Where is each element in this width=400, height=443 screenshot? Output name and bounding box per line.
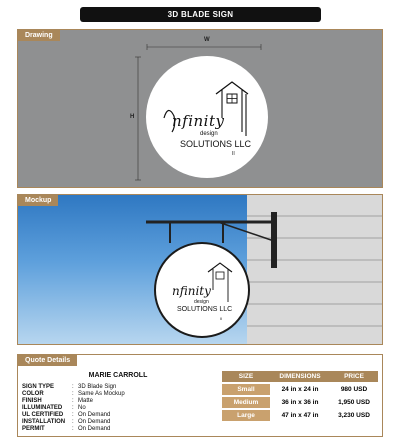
page-title: 3D BLADE SIGN xyxy=(80,7,321,22)
header-size: SIZE xyxy=(238,373,254,380)
spec-row: INSTALLATION : On Demand xyxy=(22,419,111,425)
spec-key: COLOR xyxy=(22,391,44,397)
table-row[interactable] xyxy=(222,410,378,421)
spec-key: ILLUMINATED xyxy=(22,405,63,411)
quote-label: Quote Details xyxy=(18,355,77,366)
mockup-small-text: design xyxy=(194,299,209,305)
table-row[interactable] xyxy=(222,397,378,408)
spec-key: SIGN TYPE xyxy=(22,384,55,390)
logo-mark-text: II xyxy=(232,151,235,157)
spec-row: ILLUMINATED : No xyxy=(22,405,86,411)
mockup-script-text: nfinity xyxy=(172,284,211,298)
spec-key: UL CERTIFIED xyxy=(22,412,64,418)
table-row[interactable] xyxy=(222,384,378,395)
spec-value: On Demand xyxy=(78,412,111,418)
spec-row: FINISH : Matte xyxy=(22,398,94,404)
dimensions-cell: 36 in x 36 in xyxy=(281,399,319,406)
logo-small-text: design xyxy=(200,131,218,137)
dimensions-cell: 47 in x 47 in xyxy=(281,412,319,419)
drawing-panel xyxy=(17,29,383,188)
spec-key: PERMIT xyxy=(22,426,45,432)
spec-value: On Demand xyxy=(78,426,111,432)
spec-key: FINISH xyxy=(22,398,42,404)
header-price: PRICE xyxy=(344,373,364,380)
price-table xyxy=(222,371,378,421)
spec-value: 3D Blade Sign xyxy=(78,384,117,390)
spec-row: UL CERTIFIED : On Demand xyxy=(22,412,111,418)
spec-value: No xyxy=(78,405,86,411)
price-cell: 3,230 USD xyxy=(338,412,370,419)
spec-row: SIGN TYPE : 3D Blade Sign xyxy=(22,384,117,390)
width-label: W xyxy=(204,37,210,43)
mockup-mark-text: II xyxy=(220,316,223,321)
drawing-label: Drawing xyxy=(18,30,60,41)
price-cell: 1,950 USD xyxy=(338,399,370,406)
logo-script-text: nfinity xyxy=(172,112,225,130)
spec-row: COLOR : Same As Mockup xyxy=(22,391,125,397)
sign-drawing xyxy=(146,56,268,178)
mockup-panel xyxy=(17,194,383,345)
price-cell: 980 USD xyxy=(340,386,368,393)
price-table-header xyxy=(222,371,378,382)
spec-value: Matte xyxy=(78,398,94,404)
customer-name: MARIE CARROLL xyxy=(88,372,148,379)
dimensions-cell: 24 in x 24 in xyxy=(281,386,319,393)
size-cell: Large xyxy=(222,410,270,421)
spec-row: PERMIT : On Demand xyxy=(22,426,111,432)
size-cell: Small xyxy=(222,384,270,395)
mockup-label: Mockup xyxy=(18,195,58,206)
height-label: H xyxy=(130,114,135,120)
quote-details xyxy=(17,354,383,437)
logo-company-text: SOLUTIONS LLC xyxy=(180,139,252,149)
spec-value: Same As Mockup xyxy=(78,391,125,397)
spec-key: INSTALLATION xyxy=(22,419,66,425)
sign-mockup xyxy=(154,242,250,338)
spec-value: On Demand xyxy=(78,419,111,425)
header-dimensions: DIMENSIONS xyxy=(279,373,321,380)
size-cell: Medium xyxy=(222,397,270,408)
mockup-company-text: SOLUTIONS LLC xyxy=(177,306,233,313)
